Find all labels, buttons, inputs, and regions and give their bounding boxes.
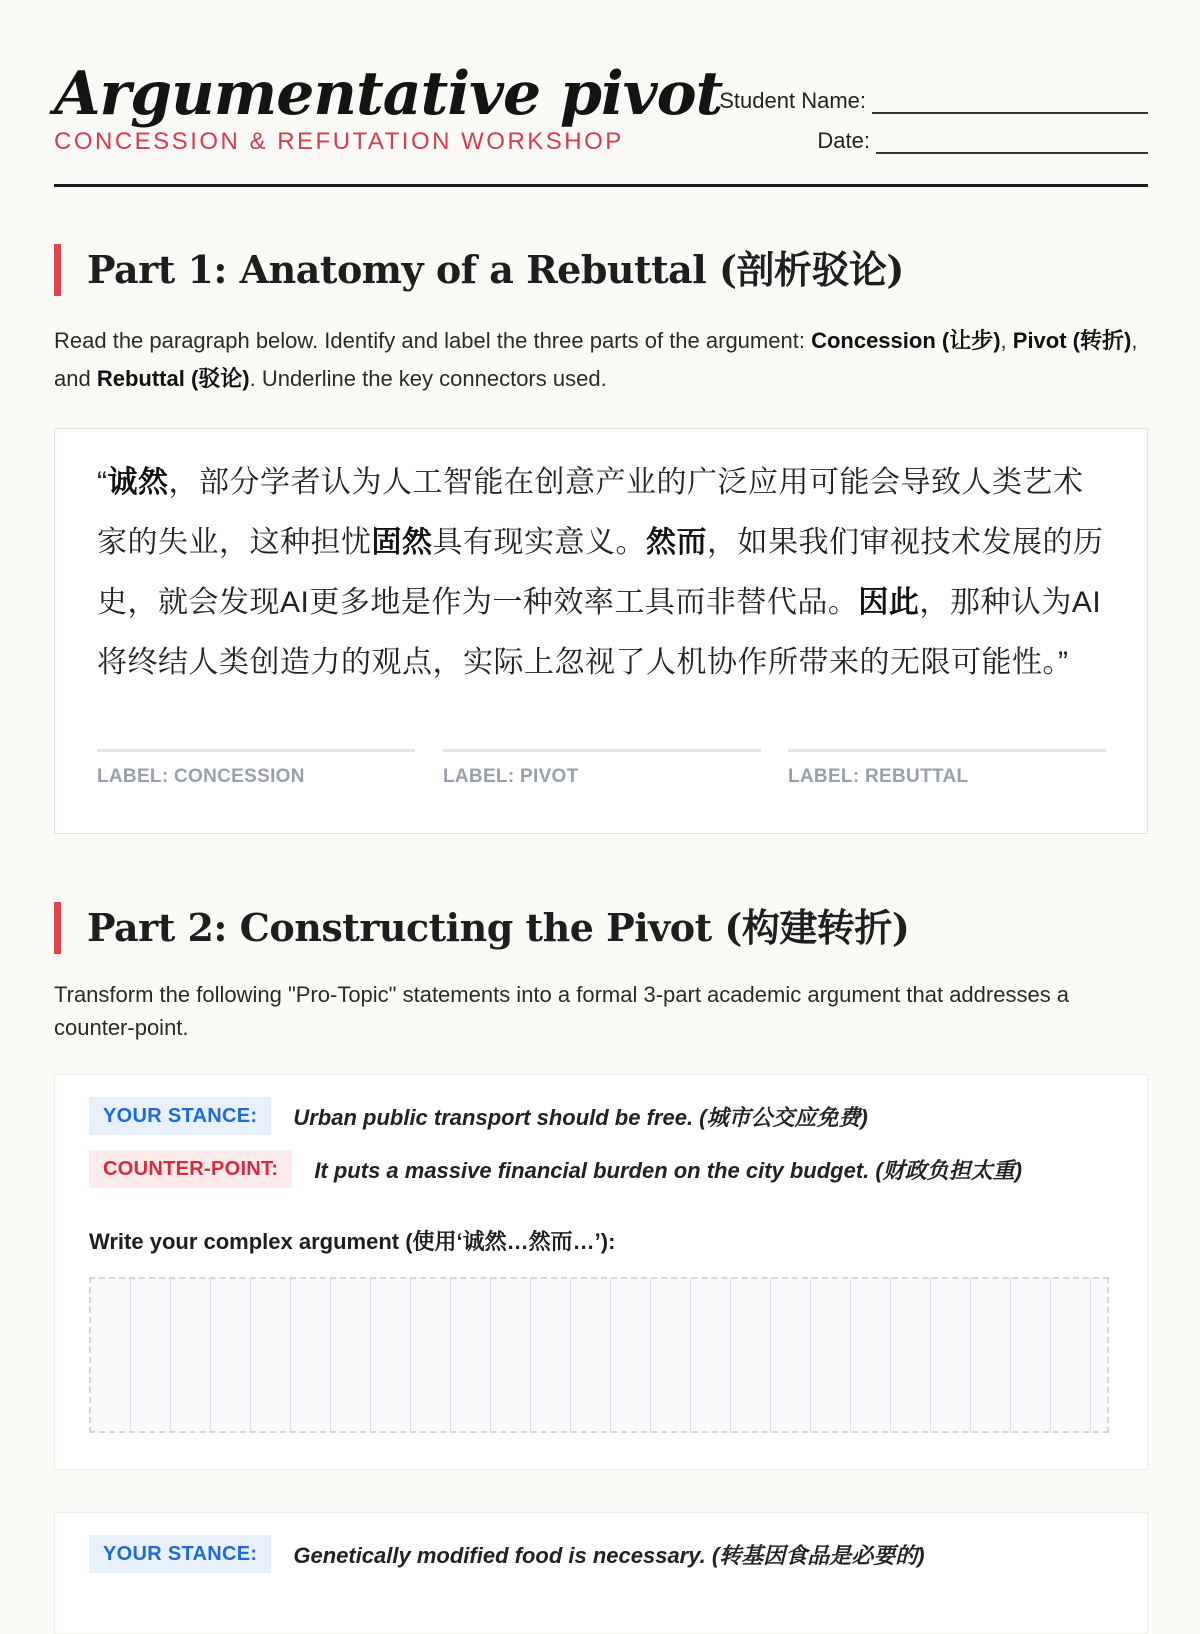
label-text: LABEL: REBUTTAL [788, 766, 969, 787]
part1-title: Part 1: Anatomy of a Rebuttal (剖析驳论) [54, 244, 904, 296]
worksheet-title: Argumentative pivot [54, 59, 723, 129]
stance-badge: YOUR STANCE: [89, 1097, 271, 1135]
date-field[interactable] [876, 132, 1148, 154]
label-slot-rebuttal[interactable] [788, 749, 1106, 788]
part1-instr-sep1: , [1000, 328, 1013, 353]
label-text: LABEL: CONCESSION [97, 766, 305, 787]
student-name-field[interactable] [872, 92, 1148, 114]
part1-instr-tail: . Underline the key connectors used. [249, 366, 607, 391]
term-rebuttal: Rebuttal (驳论) [96, 366, 250, 391]
passage-seg4: ，那种认为AI将终结人类创造力的观点，实际上忽视了人机协作所带来的无限可能性。 [97, 586, 1102, 679]
stance-row [89, 1097, 868, 1135]
passage-open-quote: “ [97, 466, 108, 499]
header-divider [54, 184, 1148, 187]
exercise-card-1 [54, 1074, 1148, 1470]
passage-seg1: ，部分学者认为人工智能在创意产业的广泛应用可能会导致人类艺术家的失业，这种担忧 [97, 466, 1084, 559]
passage-seg3: ，如果我们审视技术发展的历史，就会发现AI更多地是作为一种效率工具而非替代品。 [97, 526, 1104, 619]
writing-prompt: Write your complex argument (使用‘诚然…然而…’): [89, 1229, 616, 1254]
stance-row [89, 1535, 925, 1573]
label-slot-pivot[interactable] [443, 749, 761, 788]
passage-card [54, 428, 1148, 834]
answer-writing-area[interactable] [89, 1277, 1109, 1433]
counter-point-badge: COUNTER-POINT: [89, 1150, 292, 1188]
worksheet-subtitle: CONCESSION & REFUTATION WORKSHOP [54, 128, 624, 155]
stance-text: Genetically modified food is necessary. (转基因食品是必要的) [293, 1542, 925, 1568]
stance-badge: YOUR STANCE: [89, 1535, 271, 1573]
connector-yinci: 因此 [858, 586, 920, 619]
student-name-row [719, 88, 1148, 114]
passage-text [97, 453, 1107, 693]
counter-point-text: It puts a massive financial burden on the city budget. (财政负担太重) [314, 1157, 1023, 1183]
exercise-card-2 [54, 1512, 1148, 1634]
label-line [443, 749, 761, 752]
connector-raner: 然而 [646, 526, 707, 559]
part1-instr-lead: Read the paragraph below. Identify and label the three parts of the argument: [54, 328, 812, 353]
part1-instructions [54, 322, 1148, 398]
term-concession: Concession (让步) [811, 328, 1001, 353]
label-slot-concession[interactable] [97, 749, 415, 788]
part1-instr-sep2: , and [54, 328, 1138, 391]
stance-text: Urban public transport should be free. (城市公交应免费) [293, 1104, 868, 1130]
date-row [817, 128, 1148, 154]
connector-chengran: 诚然 [107, 466, 169, 499]
part2-title: Part 2: Constructing the Pivot (构建转折) [54, 902, 909, 954]
passage-seg2: 具有现实意义。 [432, 526, 646, 559]
date-label: Date: [817, 128, 870, 153]
worksheet-header [54, 48, 1148, 188]
label-line [97, 749, 415, 752]
connector-guran: 固然 [371, 526, 433, 559]
term-pivot: Pivot (转折) [1012, 328, 1132, 353]
counter-point-row [89, 1150, 1022, 1188]
label-line [788, 749, 1106, 752]
label-text: LABEL: PIVOT [443, 766, 579, 787]
part2-instructions: Transform the following "Pro-Topic" statements into a formal 3-part academic argument that addresses a counter-point. [54, 982, 1070, 1040]
passage-close-quote: ” [1058, 646, 1069, 679]
student-name-label: Student Name: [719, 88, 866, 113]
